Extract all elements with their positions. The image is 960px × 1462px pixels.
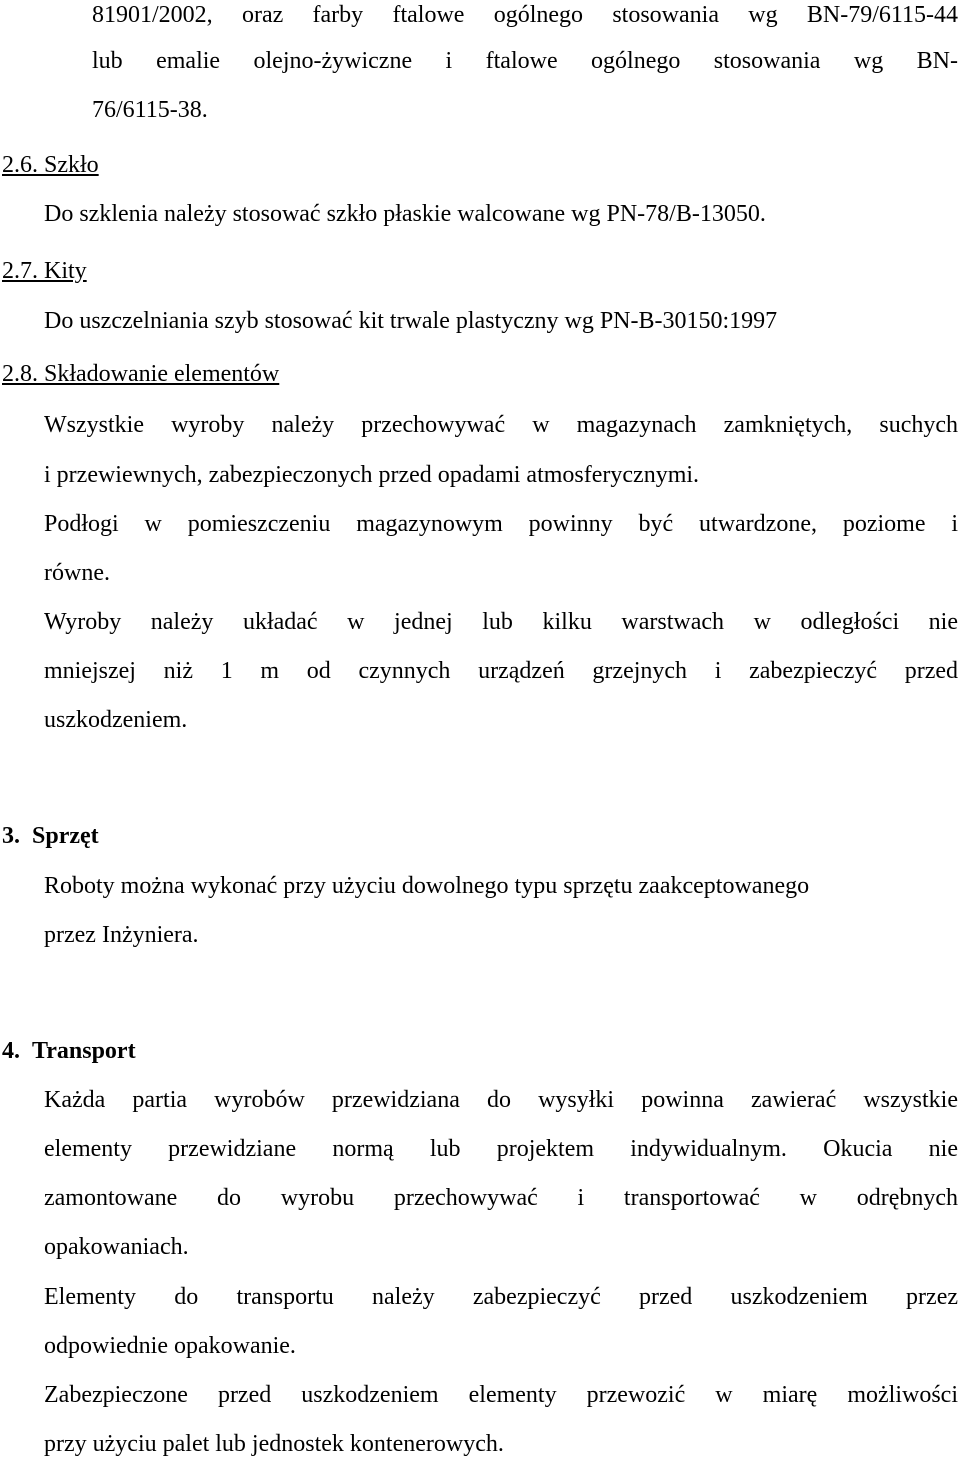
intro-line-3: 76/6115-38. bbox=[92, 97, 208, 123]
section-4-p2-line-2: odpowiednie opakowanie. bbox=[44, 1333, 296, 1359]
section-2-8-p3-line-1: Wyroby należy układać w jednej lub kilku warstwach w odległości nie bbox=[44, 609, 958, 635]
section-4-title: Transport bbox=[32, 1038, 136, 1064]
section-2-8-p1-line-1: Wszystkie wyroby należy przechowywać w magazynach zamkniętych, suchych bbox=[44, 412, 958, 438]
section-2-8-heading bbox=[2, 359, 279, 389]
section-2-7-heading bbox=[2, 256, 87, 286]
section-3-line-1: Roboty można wykonać przy użyciu dowolnego typu sprzętu zaakceptowanego bbox=[44, 873, 810, 899]
section-4-p1-line-4: opakowaniach. bbox=[44, 1234, 189, 1260]
section-2-7-body: Do uszczelniania szyb stosować kit trwale plastyczny wg PN-B-30150:1997 bbox=[44, 308, 778, 334]
section-2-6-body: Do szklenia należy stosować szkło płaskie walcowane wg PN-78/B-13050. bbox=[44, 201, 766, 227]
section-3-line-2: przez Inżyniera. bbox=[44, 922, 199, 948]
section-3-title: Sprzęt bbox=[32, 823, 99, 849]
section-4-p1-line-1: Każda partia wyrobów przewidziana do wysyłki powinna zawierać wszystkie bbox=[44, 1087, 958, 1113]
section-2-8-p3-line-2: mniejszej niż 1 m od czynnych urządzeń grzejnych i zabezpieczyć przed bbox=[44, 658, 958, 684]
section-2-7-title: Kity bbox=[44, 258, 87, 284]
section-2-8-p2-line-2: równe. bbox=[44, 560, 110, 586]
intro-line-2: lub emalie olejno-żywiczne i ftalowe ogólnego stosowania wg BN- bbox=[92, 48, 958, 74]
section-2-8-p1-line-2: i przewiewnych, zabezpieczonych przed opadami atmosferycznymi. bbox=[44, 462, 700, 488]
section-3-number: 3. bbox=[2, 823, 20, 849]
section-3-heading bbox=[2, 821, 99, 851]
section-4-p2-line-1: Elementy do transportu należy zabezpieczyć przed uszkodzeniem przez bbox=[44, 1284, 958, 1310]
section-4-heading bbox=[2, 1036, 136, 1066]
section-2-8-title: Składowanie elementów bbox=[44, 361, 280, 387]
section-2-7-number: 2.7. bbox=[2, 258, 38, 284]
section-2-6-number: 2.6. bbox=[2, 152, 38, 178]
intro-line-1: 81901/2002, oraz farby ftalowe ogólnego stosowania wg BN-79/6115-44 bbox=[92, 2, 958, 28]
section-4-p1-line-2: elementy przewidziane normą lub projektem indywidualnym. Okucia nie bbox=[44, 1136, 958, 1162]
section-4-number: 4. bbox=[2, 1038, 20, 1064]
section-2-8-p3-line-3: uszkodzeniem. bbox=[44, 707, 188, 733]
section-4-p1-line-3: zamontowane do wyrobu przechowywać i transportować w odrębnych bbox=[44, 1185, 958, 1211]
section-2-6-heading bbox=[2, 150, 99, 180]
section-4-p3-line-1: Zabezpieczone przed uszkodzeniem elementy przewozić w miarę możliwości bbox=[44, 1382, 958, 1408]
section-2-8-number: 2.8. bbox=[2, 361, 38, 387]
section-4-p3-line-2: przy użyciu palet lub jednostek kontenerowych. bbox=[44, 1431, 504, 1457]
section-2-6-title: Szkło bbox=[44, 152, 99, 178]
section-2-8-p2-line-1: Podłogi w pomieszczeniu magazynowym powinny być utwardzone, poziome i bbox=[44, 511, 958, 537]
